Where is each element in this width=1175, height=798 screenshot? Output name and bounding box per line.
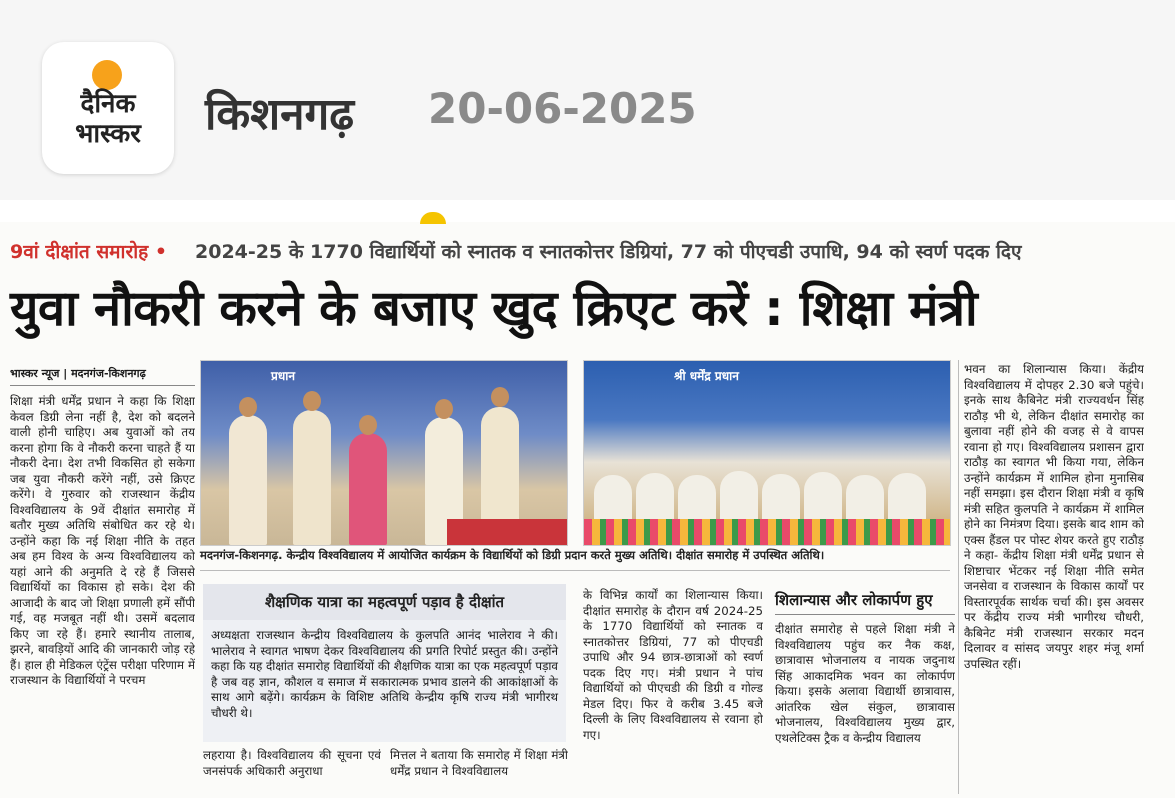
inset-box-text: अध्यक्षता राजस्थान केन्द्रीय विश्वविद्यालय के कुलपति आनंद भालेराव ने की। भालेराव ने स्वागत भाषण देकर विश्वविद्यालय की प्रगति रिपोर्ट प्रस्तुत की। उन्होंने कहा कि यह दीक्षांत समारोह विद्यार्थियों की शैक्षणिक यात्रा का एक महत्वपूर्ण पड़ाव है जब वह ज्ञान, कौशल व समाज में सकारात्मक प्रभाव डालने की आकांक्षाओं के साथ आगे बढ़ेंगे। कार्यक्रम के विशिष्ट अतिथि केन्द्रीय कृषि राज्य मंत्री भागीरथ चौधरी थे। [203, 620, 566, 742]
photo-degree-ceremony [200, 360, 568, 546]
byline: भास्कर न्यूज | मदनगंज-किशनगढ़ [10, 366, 195, 386]
inset-box-title: शैक्षणिक यात्रा का महत्वपूर्ण पड़ाव है दीक्षांत [203, 584, 566, 620]
photo-caption: मदनगंज-किशनगढ़. केन्द्रीय विश्वविद्यालय में आयोजित कार्यक्रम के विद्यार्थियों को डिग्री प्रदान करते मुख्य अतिथि। दीक्षांत समारोह में उपस्थित अतिथि। [200, 548, 825, 562]
logo-text-line1: दैनिक [80, 89, 136, 119]
photo-guests-on-stage [583, 360, 951, 546]
photo1-banner-text: प्रधान [271, 369, 295, 383]
logo-text-line2: भास्कर [75, 119, 141, 149]
person-figure [293, 410, 331, 545]
article-column-5: दीक्षांत समारोह से पहले शिक्षा मंत्री ने विश्वविद्यालय पहुंच कर नैक कक्ष, छात्रावास भोजनालय व नायक जदुनाथ सिंह आकादमिक भवन का लोकार्पण किया। इसके अलावा विद्यार्थी छात्रावास, आंतरिक खेल संकुल, छात्रावास भोजनालय, विश्वविद्यालय मुख्य द्वार, एथलेटिक्स ट्रैक व केन्द्रीय विद्यालय [775, 622, 955, 745]
article-column-6: भवन का शिलान्यास किया। केंद्रीय विश्वविद्यालय में दोपहर 2.30 बजे पहुंचे। इनके साथ कैबिनेट मंत्री राज्यवर्धन सिंह राठौड़ भी थे, लेकिन दीक्षांत समारोह का बुलावा नहीं होने की वजह से वे वापस रवाना हो गए। विश्वविद्यालय प्रशासन द्वारा राठौड़ का स्वागत भी किया गया, लेकिन उन्होंने कार्यक्रम में शामिल होना मुनासिब नहीं समझा। इस दौरान शिक्षा मंत्री व कृषि मंत्री सहित कुलपति ने कार्यक्रम में शामिल होने का निमंत्रण दिया। इसके बाद शाम को एक्स हैंडल पर पोस्ट शेयर करते हुए राठौड़ ने कहा- केंद्रीय शिक्षा मंत्री धर्मेंद्र प्रधान से शिष्टाचार भेंटकर नई शिक्षा नीति समेत जनसेवा व राजस्थान के विकास कार्यों पर विस्तारपूर्वक सार्थक चर्चा की। इस अवसर पर केंद्रीय राज्य मंत्री भागीरथ चौधरी, कैबिनेट मंत्री राजस्थान सरकार मदन दिलावर व सांसद जयपुर शहर मंजू शर्मा उपस्थित रहीं। [964, 362, 1144, 671]
article-column-2: लहराया है। विश्वविद्यालय की सूचना एवं जनसंपर्क अधिकारी अनुराधा [203, 748, 381, 778]
article-kicker: 9वां दीक्षांत समारोह • [10, 241, 167, 263]
article-headline: युवा नौकरी करने के बजाए खुद क्रिएट करें : शिक्षा मंत्री [10, 280, 978, 337]
person-figure [229, 415, 267, 545]
article-column-1: शिक्षा मंत्री धर्मेंद्र प्रधान ने कहा कि शिक्षा केवल डिग्री लेना नहीं है, देश को बदलने वाली होनी चाहिए। अब युवाओं को तय करना होगा कि वे नौकरी करना चाहते हैं या नौकरी देना। देश तभी विकसित हो सकेगा जब युवा नौकरी करेंगे नहीं, उसे क्रिएट करेंगे। वे गुरुवार को राजस्थान केंद्रीय विश्वविद्यालय के 9वें दीक्षांत समारोह में बतौर मुख्य अतिथि संबोधित कर रहे थे। उन्होंने कहा कि नई शिक्षा नीति के तहत अब हम विश्व के अन्य विश्वविद्यालय को यहां आने की अनुमति दे रहे हैं जिससे विद्यार्थियों का विकास हो सके। देश की आजादी के बाद जो शिक्षा प्रणाली हमें सौंपी गई, वह मजबूत नहीं थी। उसमें बदलाव किए जा रहे हैं। हमारे स्थानीय तालाब, झरने, बावड़ियों आदि की जानकारी जोड़ रहे हैं। हाल ही मेडिकल एंट्रेंस परीक्षा परिणाम में राजस्थान के विद्यार्थियों ने परचम [10, 394, 195, 687]
column-divider [958, 360, 959, 794]
article-subhead: 2024-25 के 1770 विद्यार्थियों को स्नातक व स्नातकोत्तर डिग्रियां, 77 को पीएचडी उपाधि, 94 को स्वर्ण पदक दिए [195, 241, 1022, 263]
edition-date: 20-06-2025 [428, 84, 697, 133]
divider [200, 570, 950, 571]
flower-decoration [584, 519, 950, 545]
article-column-3: मित्तल ने बताया कि समारोह में शिक्षा मंत्री धर्मेंद्र प्रधान ने विश्वविद्यालय [390, 748, 568, 778]
photo2-banner-text: श्री धर्मेंद्र प्रधान [674, 369, 739, 383]
dainik-bhaskar-logo[interactable] [42, 42, 174, 174]
side-story-title: शिलान्यास और लोकार्पण हुए [775, 590, 955, 615]
masthead-sun-mark [420, 212, 446, 224]
person-figure [349, 433, 387, 545]
article-column-4: के विभिन्न कार्यों का शिलान्यास किया। दीक्षांत समारोह के दौरान वर्ष 2024-25 के 1770 विद्यार्थियों को स्नातक व स्नातकोत्तर डिग्रियां, 77 को पीएचडी उपाधि और 94 छात्र-छात्राओं को स्वर्ण पदक दिए गए। मंत्री प्रधान ने पांच विद्यार्थियों को पीएचडी की डिग्री व गोल्ड मेडल दिए। फिर वे करीब 3.45 बजे दिल्ली के लिए विश्वविद्यालय से रवाना हो गए। [583, 588, 763, 742]
sun-icon [92, 60, 122, 90]
edition-city: किशनगढ़ [205, 89, 355, 140]
